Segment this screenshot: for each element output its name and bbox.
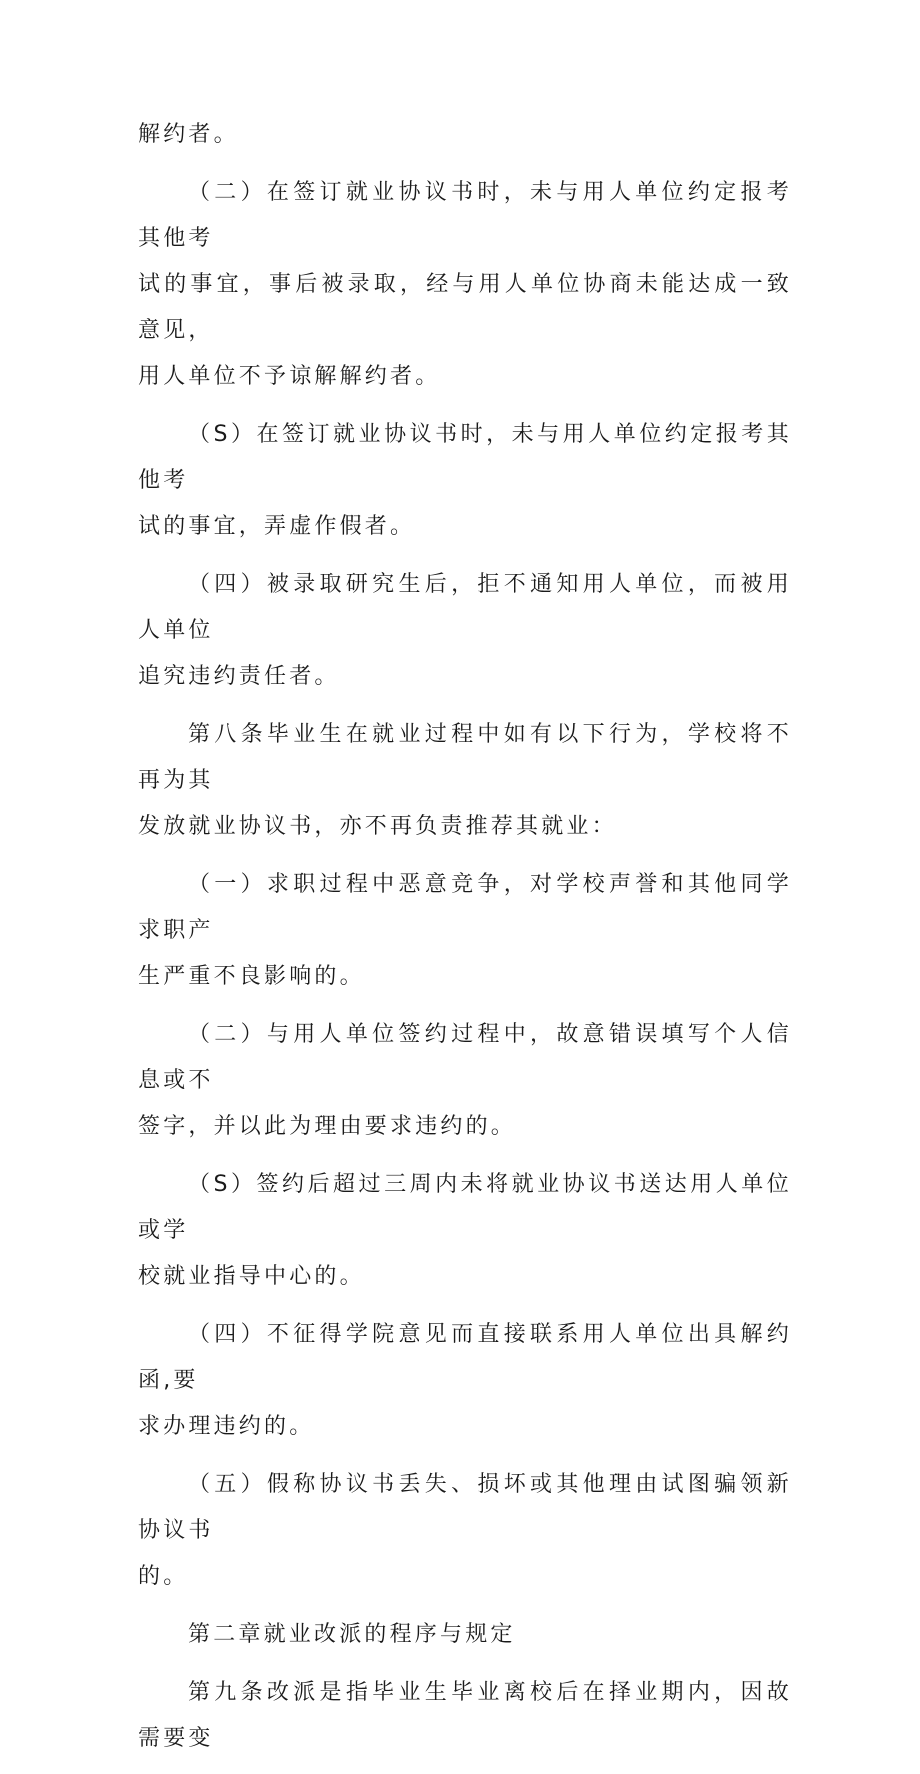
- paragraph-6: [138, 862, 792, 1000]
- paragraph-1: [138, 112, 792, 158]
- text-line: （S）签约后超过三周内未将就业协议书送达用人单位或学: [138, 1172, 792, 1243]
- paragraph-4: [138, 562, 792, 700]
- chapter-heading: [138, 1612, 792, 1658]
- text-line: （S）在签订就业协议书时，未与用人单位约定报考其他考: [138, 422, 792, 493]
- text-line: 解约者。: [138, 122, 239, 147]
- text-line: 的。: [138, 1564, 189, 1589]
- paragraph-3: [138, 412, 792, 550]
- text-line: （二）在签订就业协议书时，未与用人单位约定报考其他考: [138, 180, 792, 251]
- text-line: （四）被录取研究生后，拒不通知用人单位，而被用人单位: [138, 572, 792, 643]
- text-line: 生严重不良影响的。: [138, 964, 365, 989]
- text-line: （二）与用人单位签约过程中，故意错误填写个人信息或不: [138, 1022, 792, 1093]
- text-line: 求办理违约的。: [138, 1414, 315, 1439]
- document-body: [138, 112, 792, 1774]
- text-line: 签字，并以此为理由要求违约的。: [138, 1114, 517, 1139]
- paragraph-2: [138, 170, 792, 400]
- text-line: 试的事宜，事后被录取，经与用人单位协商未能达成一致意见，: [138, 272, 792, 343]
- paragraph-article-9: [138, 1670, 792, 1762]
- paragraph-10: [138, 1462, 792, 1600]
- text-line: 发放就业协议书，亦不再负责推荐其就业：: [138, 814, 617, 839]
- text-line: 试的事宜，弄虚作假者。: [138, 514, 416, 539]
- text-line: 校就业指导中心的。: [138, 1264, 365, 1289]
- text-line: （一）求职过程中恶意竞争，对学校声誉和其他同学求职产: [138, 872, 792, 943]
- paragraph-article-8: [138, 712, 792, 850]
- text-line: 第八条毕业生在就业过程中如有以下行为，学校将不再为其: [138, 722, 792, 793]
- text-line: （四）不征得学院意见而直接联系用人单位出具解约函,要: [138, 1322, 792, 1393]
- text-line: 第九条改派是指毕业生毕业离校后在择业期内，因故需要变: [138, 1680, 792, 1751]
- paragraph-8: [138, 1162, 792, 1300]
- paragraph-7: [138, 1012, 792, 1150]
- text-line: 用人单位不予谅解解约者。: [138, 364, 441, 389]
- text-line: 追究违约责任者。: [138, 664, 340, 689]
- paragraph-9: [138, 1312, 792, 1450]
- text-line: （五）假称协议书丢失、损坏或其他理由试图骗领新协议书: [138, 1472, 792, 1543]
- text-line: 第二章就业改派的程序与规定: [188, 1622, 516, 1647]
